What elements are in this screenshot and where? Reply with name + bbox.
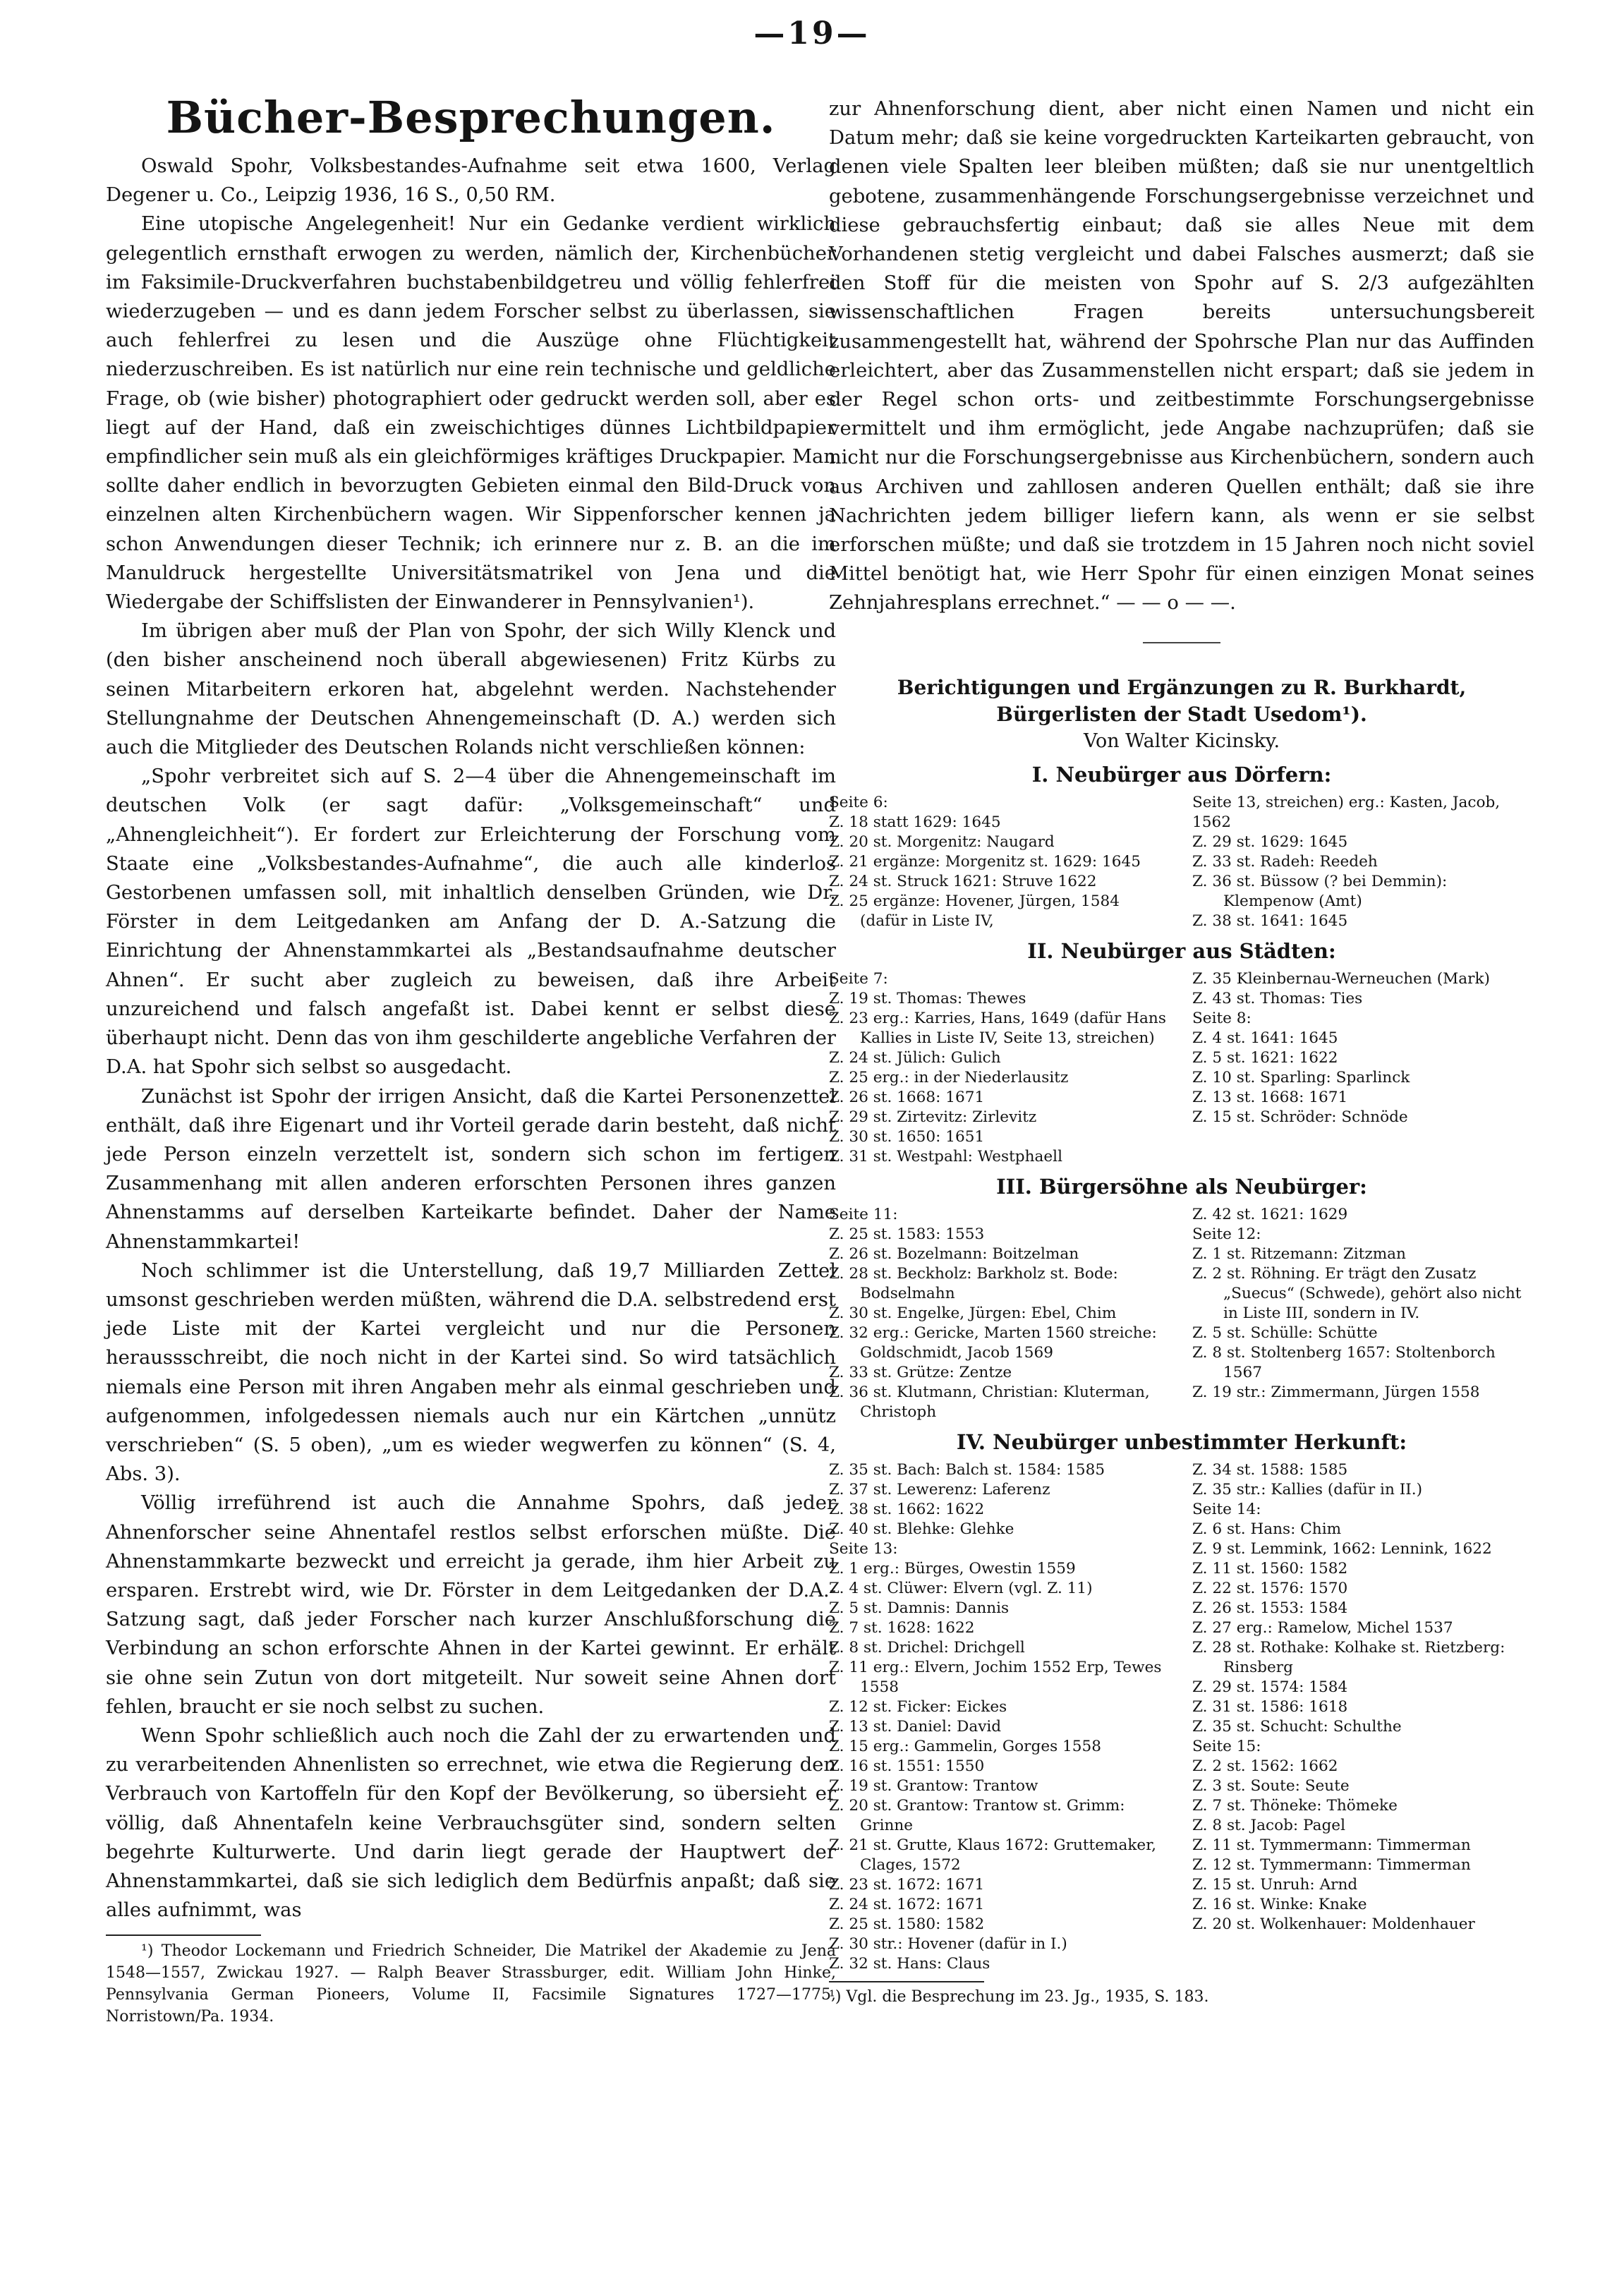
page-reference: Seite 13: bbox=[829, 1539, 898, 1558]
correction-entry: Z. 21 ergänze: Morgenitz st. 1629: 1645 bbox=[829, 852, 1141, 871]
corrections-section-title: III. Bürgersöhne als Neubürger: bbox=[996, 1174, 1367, 1199]
footnote: ¹) Theodor Lockemann und Friedrich Schneider, Die Matrikel der Akademie zu Jena 1548—1557, Zwickau 1927. — Ralph Beaver Strassburger, edit. William John Hinke, Pennsylvania German Pioneers, Volume II, Facsimile Signatures 1727—1775, Norristown/Pa. 1934. bbox=[106, 1942, 836, 2026]
review-paragraph: Wenn Spohr schließlich auch noch die Zahl der zu erwartenden und zu verarbeitenden Ahnenlisten so errechnet, wie etwa die Regierung den Verbrauch von Kartoffeln für den Kopf der Bevölkerung, so übersieht er völlig, daß Ahnentafeln keine Verbrauchsgüter sind, sondern selten begehrte Kulturwerte. Und darin liegt gerade der Hauptwert der Ahnenstammkartei, daß sie sich lediglich dem Bedürfnis anpaßt; daß sie alles aufnimmt, was bbox=[106, 1724, 836, 1922]
correction-entry: Z. 15 erg.: Gammelin, Gorges 1558 bbox=[829, 1737, 1101, 1755]
book-source: Oswald Spohr, Volksbestandes-Aufnahme seit etwa 1600, Verlag Degener u. Co., Leipzig 1936, 16 S., 0,50 RM. bbox=[106, 155, 836, 207]
correction-entry: Z. 30 st. 1650: 1651 bbox=[829, 1127, 985, 1146]
correction-entry: Z. 11 st. 1560: 1582 bbox=[1192, 1559, 1348, 1578]
correction-entry: Z. 7 st. 1628: 1622 bbox=[829, 1618, 975, 1637]
correction-entry: Z. 25 st. 1583: 1553 bbox=[829, 1225, 985, 1243]
correction-entry: Z. 42 st. 1621: 1629 bbox=[1192, 1205, 1348, 1223]
correction-entry: Z. 30 str.: Hovener (dafür in I.) bbox=[829, 1934, 1067, 1953]
corrections-sections bbox=[829, 761, 1534, 1974]
correction-entry: Z. 2 st. 1562: 1662 bbox=[1192, 1757, 1338, 1775]
corrections-section-title: IV. Neubürger unbestimmter Herkunft: bbox=[956, 1429, 1407, 1454]
correction-entry: Z. 4 st. 1641: 1645 bbox=[1192, 1029, 1338, 1047]
correction-entry: Z. 32 erg.: Gericke, Marten 1560 streiche: Goldschmidt, Jacob 1569 bbox=[829, 1324, 1157, 1362]
correction-entry: Z. 32 st. Hans: Claus bbox=[829, 1954, 990, 1973]
correction-entry: Z. 7 st. Thöneke: Thömeke bbox=[1192, 1796, 1398, 1815]
corrections-column-left bbox=[829, 793, 1171, 931]
correction-entry: Z. 21 st. Grutte, Klaus 1672: Gruttemaker, Clages, 1572 bbox=[829, 1836, 1157, 1874]
corrections-grid bbox=[829, 969, 1534, 1167]
correction-entry: Z. 18 statt 1629: 1645 bbox=[829, 813, 1001, 831]
correction-entry: Z. 8 st. Drichel: Drichgell bbox=[829, 1638, 1025, 1657]
correction-entry: Z. 5 st. Damnis: Dannis bbox=[829, 1599, 1010, 1617]
correction-entry: Z. 16 st. 1551: 1550 bbox=[829, 1757, 985, 1775]
correction-entry: Z. 19 str.: Zimmermann, Jürgen 1558 bbox=[1192, 1383, 1480, 1401]
page-reference: Seite 15: bbox=[1192, 1737, 1261, 1755]
correction-entry: Z. 19 st. Thomas: Thewes bbox=[829, 989, 1026, 1007]
correction-entry: Z. 26 st. 1668: 1671 bbox=[829, 1088, 985, 1106]
page-reference: Seite 14: bbox=[1192, 1500, 1261, 1518]
correction-entry: Z. 20 st. Morgenitz: Naugard bbox=[829, 832, 1055, 851]
correction-entry: Z. 10 st. Sparling: Sparlinck bbox=[1192, 1068, 1410, 1086]
correction-entry: Z. 38 st. 1641: 1645 bbox=[1192, 912, 1348, 930]
review-paragraph: Eine utopische Angelegenheit! Nur ein Gedanke verdient wirklich gelegentlich ernsthaft erwogen zu werden, nämlich der, Kirchenbücher im Faksimile-Druckverfahren buchstabenbildgetreu und völlig fehlerfrei wiederzugeben — und es dann jedem Forscher selbst zu überlassen, sie auch fehlerfrei zu lesen und die Auszüge ohne Flüchtigkeit niederzuschreiben. Es ist natürlich nur eine rein technische und geldliche Frage, ob (wie bisher) photographiert oder gedruckt werden soll, aber es liegt auf der Hand, daß ein zweischichtiges dünnes Lichtbildpapier empfindlicher sein muß als ein gleichförmiges kräftiges Druckpapier. Man sollte daher endlich in bevorzugten Gebieten einmal den Bild-Druck von einzelnen alten Kirchenbüchern wagen. Wir Sippenforscher kennen ja schon Anwendungen dieser Technik; ich erinnere nur z. B. an die im Manuldruck hergestellte Universitätsmatrikel von Jena und die Wiedergabe der Schiffslisten der Einwanderer in Pennsylvanien¹). bbox=[106, 213, 836, 614]
correction-entry: Z. 1 erg.: Bürges, Owestin 1559 bbox=[829, 1559, 1076, 1578]
correction-entry: Z. 30 st. Engelke, Jürgen: Ebel, Chim bbox=[829, 1304, 1117, 1322]
correction-entry: Z. 11 erg.: Elvern, Jochim 1552 Erp, Tewes 1558 bbox=[829, 1658, 1162, 1696]
correction-entry: Z. 5 st. Schülle: Schütte bbox=[1192, 1324, 1378, 1342]
correction-entry: Z. 26 st. Bozelmann: Boitzelman bbox=[829, 1245, 1079, 1263]
correction-entry: Z. 22 st. 1576: 1570 bbox=[1192, 1579, 1348, 1597]
correction-entry: Z. 31 st. 1586: 1618 bbox=[1192, 1697, 1348, 1716]
corrections-section-title: I. Neubürger aus Dörfern: bbox=[1031, 762, 1332, 787]
correction-entry: Z. 35 st. Schucht: Schulthe bbox=[1192, 1717, 1402, 1736]
correction-entry: Z. 35 Kleinbernau-Werneuchen (Mark) bbox=[1192, 969, 1490, 988]
correction-entry: Z. 24 st. Jülich: Gulich bbox=[829, 1048, 1001, 1067]
correction-entry: Z. 16 st. Winke: Knake bbox=[1192, 1895, 1367, 1913]
footnote: ¹) Vgl. die Besprechung im 23. Jg., 1935, S. 183. bbox=[829, 1987, 1209, 2006]
correction-entry: Z. 8 st. Jacob: Pagel bbox=[1192, 1816, 1345, 1834]
correction-entry: Z. 36 st. Büssow (? bei Demmin): Klempenow (Amt) bbox=[1192, 872, 1448, 910]
corrections-section-title: II. Neubürger aus Städten: bbox=[1027, 938, 1336, 963]
corrections-column-right bbox=[1192, 793, 1534, 931]
correction-entry: Z. 37 st. Lewerenz: Laferenz bbox=[829, 1480, 1050, 1498]
correction-entry: Z. 25 ergänze: Hovener, Jürgen, 1584 (dafür in Liste IV, bbox=[829, 892, 1120, 930]
correction-entry: Z. 11 st. Tymmermann: Timmerman bbox=[1192, 1836, 1471, 1854]
correction-entry: Z. 36 st. Klutmann, Christian: Kluterman, Christoph bbox=[829, 1383, 1150, 1421]
review-paragraph: Noch schlimmer ist die Unterstellung, daß 19,7 Milliarden Zettel umsonst geschrieben werden müßten, während die D.A. selbstredend erst jede Liste mit der Kartei vergleicht und nur die Personen heraussschreibt, die noch nicht in der Kartei sind. So wird tatsächlich niemals eine Person mit ihren Angaben mehr als einmal geschrieben und aufgenommen, infolgedessen niemals auch nur ein Kärtchen „unnütz verschrieben“ (S. 5 oben), „um es wieder wegwerfen zu können“ (S. 4, Abs. 3). bbox=[106, 1259, 836, 1486]
left-column bbox=[106, 92, 836, 2028]
correction-entry: Z. 3 st. Soute: Seute bbox=[1192, 1776, 1350, 1795]
correction-entry: Z. 20 st. Wolkenhauer: Moldenhauer bbox=[1192, 1915, 1475, 1933]
correction-entry: Z. 9 st. Lemmink, 1662: Lennink, 1622 bbox=[1192, 1539, 1492, 1558]
footnote-rule bbox=[106, 1934, 261, 1936]
review-paragraph: Im übrigen aber muß der Plan von Spohr, der sich Willy Klenck und (den bisher anscheinend noch überall abgewiesenen) Fritz Kürbs zu seinen Mitarbeitern erkoren hat, abgelehnt werden. Nachstehender Stellungnahme der Deutschen Ahnengemeinschaft (D. A.) werden sich auch die Mitglieder des Deutschen Rolands nicht verschließen können: bbox=[106, 620, 836, 759]
correction-entry: Z. 29 st. 1574: 1584 bbox=[1192, 1678, 1348, 1696]
correction-entry: Z. 20 st. Grantow: Trantow st. Grimm: Grinne bbox=[829, 1796, 1125, 1834]
review-continuation: zur Ahnenforschung dient, aber nicht einen Namen und nicht ein Datum mehr; daß sie keine vorgedruckten Karteikarten gebraucht, von denen viele Spalten leer bleiben müßten; daß sie nur unentgeltlich gebotene, zusammenhängende Forschungsergebnisse verzeichnet und diese gebrauchsfertig einbaut; daß sie alles Neue mit dem Vorhandenen stetig vergleicht und dabei Falsches ausmerzt; daß sie den Stoff für die meisten von Spohr auf S. 2/3 aufgezählten wissenschaftlichen Fragen bereits untersuchungsbereit zusammengestellt hat, während der Spohrsche Plan nur das Auffinden erleichtert, aber das Zusammenstellen nicht erspart; daß sie jedem in der Regel schon orts- und zeitbestimmte Forschungsergebnisse vermittelt und ihm ermöglicht, jede Angabe nachzuprüfen; daß sie nicht nur die Forschungsergebnisse aus Kirchenbüchern, sondern auch aus Archiven und zahllosen anderen Quellen enthält; daß sie ihre Nachrichten jedem billiger liefern kann, als wenn er sie selbst erforschen müßte; und daß sie trotzdem in 15 Jahren noch nicht soviel Mittel benötigt hat, wie Herr Spohr für einen einzigen Monat seines Zehnjahresplans errechnet.“ — — o — —. bbox=[829, 98, 1534, 614]
correction-entry: Z. 25 erg.: in der Niederlausitz bbox=[829, 1068, 1069, 1086]
review-paragraph: Zunächst ist Spohr der irrigen Ansicht, daß die Kartei Personenzettel enthält, daß ihre Eigenart und ihr Vorteil gerade darin besteht, daß nicht jede Person einzeln verzettelt ist, sondern sich schon im fertigen Zusammenhang mit allen anderen erforschten Personen ihres ganzen Ahnenstamms auf derselben Karteikarte befindet. Daher der Name Ahnenstammkartei! bbox=[106, 1085, 836, 1253]
corrections-heading: Berichtigungen und Ergänzungen zu R. Burkhardt, Bürgerlisten der Stadt Usedom¹). bbox=[897, 675, 1467, 726]
correction-entry: Z. 31 st. Westpahl: Westphaell bbox=[829, 1147, 1062, 1165]
correction-entry: Z. 12 st. Tymmermann: Timmerman bbox=[1192, 1855, 1471, 1874]
corrections-column-left bbox=[829, 1460, 1171, 1974]
page-reference: Seite 12: bbox=[1192, 1225, 1261, 1243]
correction-entry: Z. 33 st. Radeh: Reedeh bbox=[1192, 852, 1378, 871]
page-reference: Seite 6: bbox=[829, 793, 888, 811]
correction-entry: Z. 13 st. Daniel: David bbox=[829, 1717, 1002, 1736]
correction-entry: Z. 15 st. Unruh: Arnd bbox=[1192, 1875, 1358, 1894]
correction-entry: Z. 24 st. 1672: 1671 bbox=[829, 1895, 985, 1913]
footnote-rule bbox=[829, 1981, 984, 1982]
correction-entry: Z. 1 st. Ritzemann: Zitzman bbox=[1192, 1245, 1406, 1263]
review-paragraph: „Spohr verbreitet sich auf S. 2—4 über die Ahnengemeinschaft im deutschen Volk (er sagt dafür: „Volksgemeinschaft“ und „Ahnengleichheit“). Er fordert zur Erleichterung der Forschung vom Staate eine „Volksbestandes-Aufnahme“, die auch alle kinderlos Gestorbenen umfassen soll, mit inhaltlich denselben Gründen, wie Dr. Förster in dem Leitgedanken am Anfang der D. A.-Satzung die Einrichtung der Ahnenstammkartei als „Bestandsaufnahme deutscher Ahnen“. Er sucht aber zugleich zu beweisen, daß ihre Arbeit unzureichend und falsch angefaßt ist. Dabei kennt er selbst diese überhaupt nicht. Denn das von ihm geschilderte angebliche Verfahren der D.A. hat Spohr sich selbst so ausgedacht. bbox=[106, 765, 836, 1079]
correction-entry: Z. 29 st. 1629: 1645 bbox=[1192, 832, 1348, 851]
correction-entry: Z. 12 st. Ficker: Eickes bbox=[829, 1697, 1007, 1716]
correction-entry: Z. 35 st. Bach: Balch st. 1584: 1585 bbox=[829, 1460, 1105, 1479]
corrections-grid bbox=[829, 793, 1534, 931]
review-paragraph: Völlig irreführend ist auch die Annahme Spohrs, daß jeder Ahnenforscher seine Ahnentafel restlos selbst erforschen müßte. Die Ahnenstammkarte bezweckt und erreicht ja gerade, ihm hier Arbeit zu ersparen. Erstrebt wird, wie Dr. Förster in dem Leitgedanken der D.A.-Satzung sagt, daß jeder Forscher nach kurzer Anschlußforschung die Verbindung an schon erforschte Ahnen in der Kartei gewinnt. Er erhält sie ohne sein Zutun von dort mitgeteilt. Nur soweit seine Ahnen dort fehlen, braucht er sie noch selbst zu suchen. bbox=[106, 1492, 836, 1718]
section-title: Bücher-Besprechungen. bbox=[166, 92, 776, 143]
corrections-grid bbox=[829, 1205, 1534, 1422]
correction-entry: Z. 23 erg.: Karries, Hans, 1649 (dafür Hans Kallies in Liste IV, Seite 13, streichen) bbox=[829, 1009, 1166, 1047]
corrections-column-left bbox=[829, 1205, 1171, 1422]
correction-entry: Z. 43 st. Thomas: Ties bbox=[1192, 989, 1363, 1007]
page-number: —19— bbox=[753, 16, 871, 52]
correction-entry: Z. 6 st. Hans: Chim bbox=[1192, 1520, 1342, 1538]
correction-entry: Z. 13 st. 1668: 1671 bbox=[1192, 1088, 1348, 1106]
correction-entry: Z. 40 st. Blehke: Glehke bbox=[829, 1520, 1014, 1538]
corrections-column-right bbox=[1192, 969, 1534, 1167]
separator-rule bbox=[1143, 642, 1220, 643]
correction-entry: Z. 27 erg.: Ramelow, Michel 1537 bbox=[1192, 1618, 1453, 1637]
correction-entry: Z. 5 st. 1621: 1622 bbox=[1192, 1048, 1338, 1067]
corrections-column-right bbox=[1192, 1205, 1534, 1422]
correction-entry: Z. 28 st. Rothake: Kolhake st. Rietzberg: Rinsberg bbox=[1192, 1638, 1505, 1676]
corrections-grid bbox=[829, 1460, 1534, 1974]
correction-entry: Z. 19 st. Grantow: Trantow bbox=[829, 1776, 1038, 1795]
correction-entry: Z. 15 st. Schröder: Schnöde bbox=[1192, 1108, 1408, 1126]
corrections-author: Von Walter Kicinsky. bbox=[1083, 729, 1280, 752]
page-reference: Seite 11: bbox=[829, 1205, 898, 1223]
correction-entry: Z. 38 st. 1662: 1622 bbox=[829, 1500, 985, 1518]
corrections-column-left bbox=[829, 969, 1171, 1167]
correction-entry: Z. 25 st. 1580: 1582 bbox=[829, 1915, 985, 1933]
correction-entry: Z. 2 st. Röhning. Er trägt den Zusatz „Suecus“ (Schwede), gehört also nicht in Liste III, sondern in IV. bbox=[1192, 1264, 1522, 1322]
correction-entry: Z. 8 st. Stoltenberg 1657: Stoltenborch 1567 bbox=[1192, 1343, 1496, 1381]
correction-entry: Z. 24 st. Struck 1621: Struve 1622 bbox=[829, 872, 1097, 890]
correction-entry: Z. 26 st. 1553: 1584 bbox=[1192, 1599, 1348, 1617]
right-column bbox=[829, 95, 1534, 2008]
correction-entry: Z. 29 st. Zirtevitz: Zirlevitz bbox=[829, 1108, 1037, 1126]
page-reference: Seite 8: bbox=[1192, 1009, 1252, 1027]
page-reference: Seite 13, streichen) erg.: Kasten, Jacob, 1562 bbox=[1192, 793, 1501, 831]
correction-entry: Z. 35 str.: Kallies (dafür in II.) bbox=[1192, 1480, 1423, 1498]
correction-entry: Z. 23 st. 1672: 1671 bbox=[829, 1875, 985, 1894]
correction-entry: Z. 33 st. Grütze: Zentze bbox=[829, 1363, 1012, 1381]
page-reference: Seite 7: bbox=[829, 969, 888, 988]
correction-entry: Z. 4 st. Clüwer: Elvern (vgl. Z. 11) bbox=[829, 1579, 1093, 1597]
corrections-column-right bbox=[1192, 1460, 1534, 1974]
correction-entry: Z. 28 st. Beckholz: Barkholz st. Bode: Bodselmahn bbox=[829, 1264, 1118, 1302]
correction-entry: Z. 34 st. 1588: 1585 bbox=[1192, 1460, 1348, 1479]
